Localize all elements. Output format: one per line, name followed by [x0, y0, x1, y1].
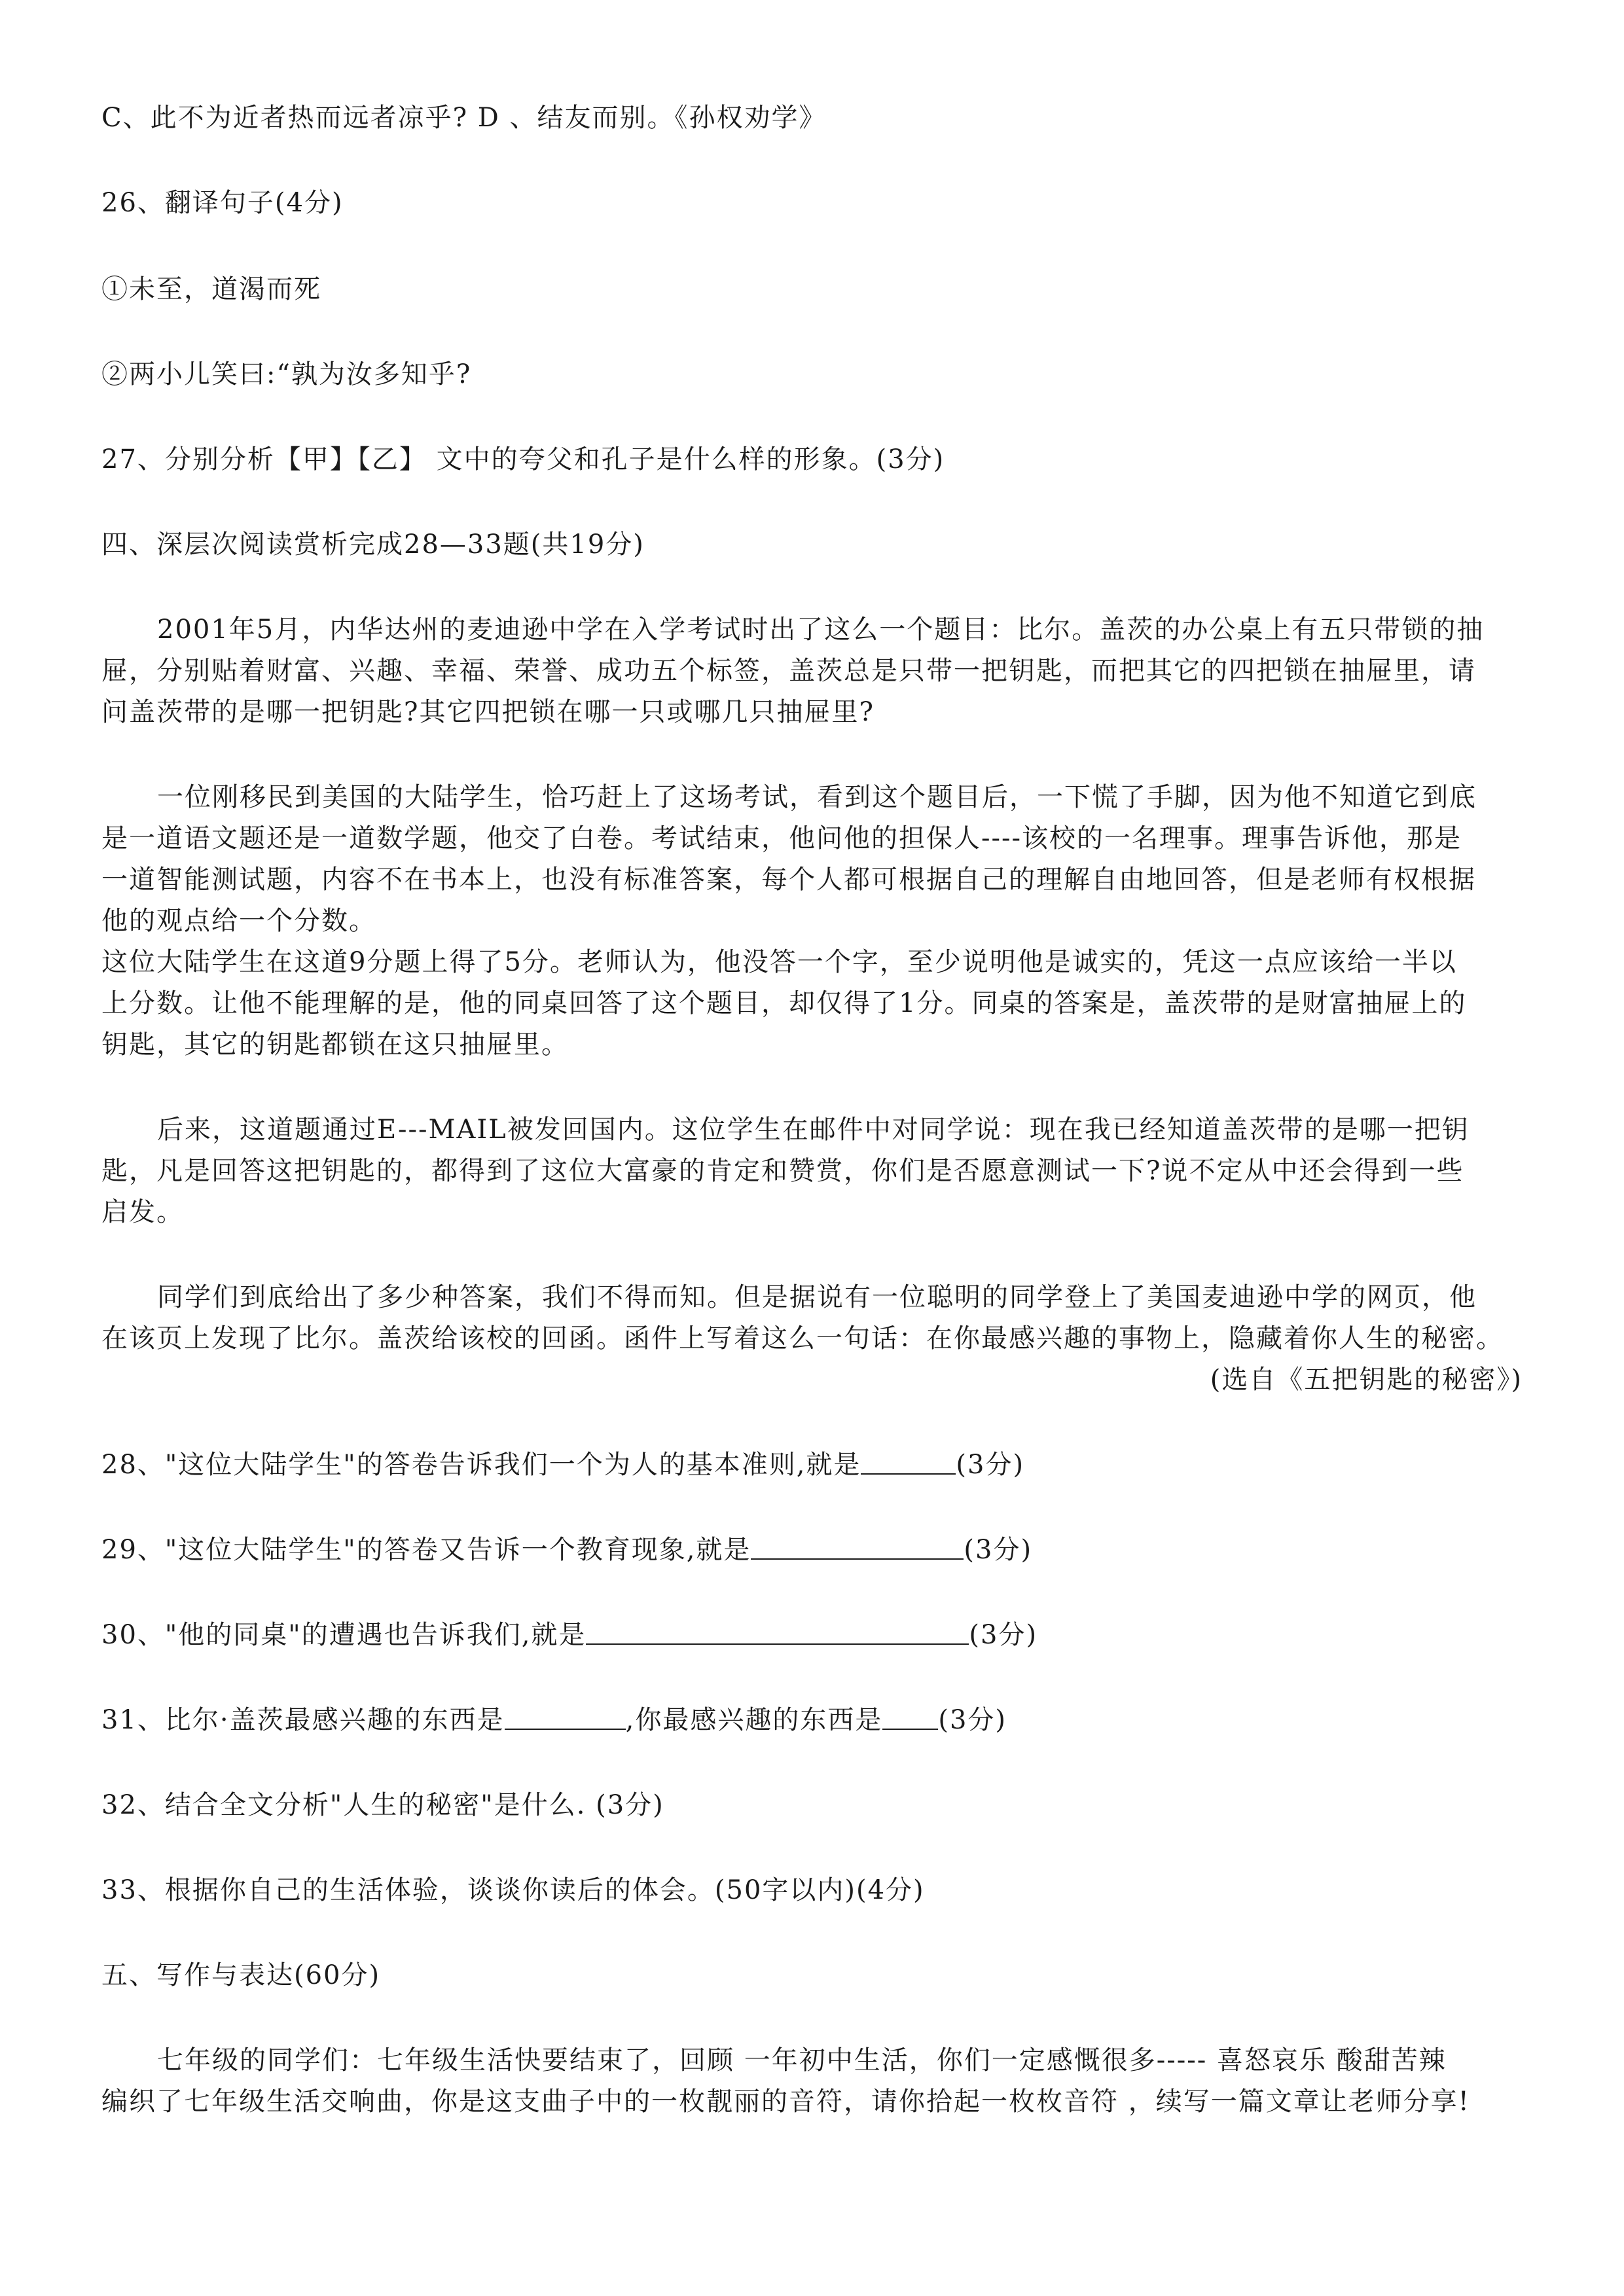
- passage-p3-line: 上分数。让他不能理解的是，他的同桌回答了这个题目，却仅得了1分。同桌的答案是，盖茨带的是财富抽屉上的: [101, 988, 1467, 1018]
- q28-answer-blank[interactable]: [861, 1450, 956, 1475]
- passage-p1-line: 问盖茨带的是哪一把钥匙?其它四把锁在哪一只或哪几只抽屉里?: [101, 697, 875, 727]
- q29-score: (3分): [964, 1535, 1033, 1565]
- section-4-heading: 四、深层次阅读赏析完成28—33题(共19分): [101, 529, 645, 560]
- section-5-heading: 五、写作与表达(60分): [101, 1960, 381, 1990]
- writing-prompt-line: 编织了七年级生活交响曲，你是这支曲子中的一枚靓丽的音符，请你拾起一枚枚音符 ，续写一篇文章让老师分享!: [101, 2087, 1470, 2117]
- q30-text: 30、"他的同桌"的遭遇也告诉我们,就是: [101, 1620, 586, 1650]
- q26-sentence-2: ②两小儿笑曰:“孰为汝多知乎?: [101, 359, 472, 389]
- q25-options: C、此不为近者热而远者凉乎? D 、结友而别。《孙权劝学》: [101, 103, 827, 133]
- q31-text-b: ,你最感兴趣的东西是: [625, 1705, 883, 1735]
- passage-p3-line: 这位大陆学生在这道9分题上得了5分。老师认为，他没答一个字，至少说明他是诚实的，凭这一点应该给一半以: [101, 947, 1457, 977]
- q31-text-a: 31、比尔·盖茨最感兴趣的东西是: [101, 1705, 505, 1735]
- passage-p5-line: 同学们到底给出了多少种答案，我们不得而知。但是据说有一位聪明的同学登上了美国麦迪逊中学的网页，他: [157, 1282, 1477, 1312]
- q30-question: [101, 1615, 1038, 1655]
- q32-question: 32、结合全文分析"人生的秘密"是什么. (3分): [101, 1790, 664, 1820]
- passage-source: (选自《五把钥匙的秘密》): [1210, 1365, 1523, 1395]
- passage-p4-line: 启发。: [101, 1197, 184, 1227]
- passage-p1-line: 2001年5月，内华达州的麦迪逊中学在入学考试时出了这么一个题目：比尔。盖茨的办公桌上有五只带锁的抽: [157, 615, 1485, 645]
- passage-p2-line: 他的观点给一个分数。: [101, 906, 376, 936]
- q28-question: [101, 1445, 1024, 1484]
- passage-p5-line: 在该页上发现了比尔。盖茨给该校的回函。函件上写着这么一句话：在你最感兴趣的事物上，隐藏着你人生的秘密。: [101, 1323, 1504, 1354]
- q31-answer-blank-1[interactable]: [505, 1705, 626, 1730]
- passage-p2-line: 一道智能测试题，内容不在书本上，也没有标准答案，每个人都可根据自己的理解自由地回答，但是老师有权根据: [101, 865, 1476, 895]
- writing-prompt-line: 七年级的同学们：七年级生活快要结束了，回顾 一年初中生活，你们一定感慨很多----- 喜怒哀乐 酸甜苦辣: [157, 2045, 1447, 2075]
- q28-text: 28、"这位大陆学生"的答卷告诉我们一个为人的基本准则,就是: [101, 1450, 861, 1480]
- passage-p2-line: 一位刚移民到美国的大陆学生，恰巧赶上了这场考试，看到这个题目后，一下慌了手脚，因为他不知道它到底: [157, 782, 1477, 812]
- q31-answer-blank-2[interactable]: [882, 1705, 938, 1730]
- passage-p1-line: 屉，分别贴着财富、兴趣、幸福、荣誉、成功五个标签，盖茨总是只带一把钥匙，而把其它的四把锁在抽屉里，请: [101, 656, 1476, 686]
- q30-score: (3分): [969, 1620, 1038, 1650]
- passage-p4-line: 匙，凡是回答这把钥匙的，都得到了这位大富豪的肯定和赞赏，你们是否愿意测试一下?说不定从中还会得到一些: [101, 1156, 1464, 1186]
- q26-sentence-1: ①未至，道渴而死: [101, 274, 321, 304]
- q29-question: [101, 1530, 1032, 1570]
- q30-answer-blank[interactable]: [586, 1620, 969, 1645]
- q28-score: (3分): [956, 1450, 1025, 1480]
- passage-p4-line: 后来，这道题通过E---MAIL被发回国内。这位学生在邮件中对同学说：现在我已经知道盖茨带的是哪一把钥: [157, 1115, 1470, 1145]
- q31-score: (3分): [938, 1705, 1007, 1735]
- q33-question: 33、根据你自己的生活体验，谈谈你读后的体会。(50字以内)(4分): [101, 1875, 925, 1905]
- q31-question: [101, 1700, 1007, 1740]
- q27-question: 27、分别分析【甲】【乙】 文中的夸父和孔子是什么样的形象。(3分): [101, 444, 945, 475]
- q29-text: 29、"这位大陆学生"的答卷又告诉一个教育现象,就是: [101, 1535, 751, 1565]
- q29-answer-blank[interactable]: [751, 1535, 964, 1560]
- q26-title: 26、翻译句子(4分): [101, 188, 344, 218]
- passage-p2-line: 是一道语文题还是一道数学题，他交了白卷。考试结束，他问他的担保人----该校的一名理事。理事告诉他，那是: [101, 823, 1462, 853]
- passage-p3-line: 钥匙，其它的钥匙都锁在这只抽屉里。: [101, 1030, 569, 1060]
